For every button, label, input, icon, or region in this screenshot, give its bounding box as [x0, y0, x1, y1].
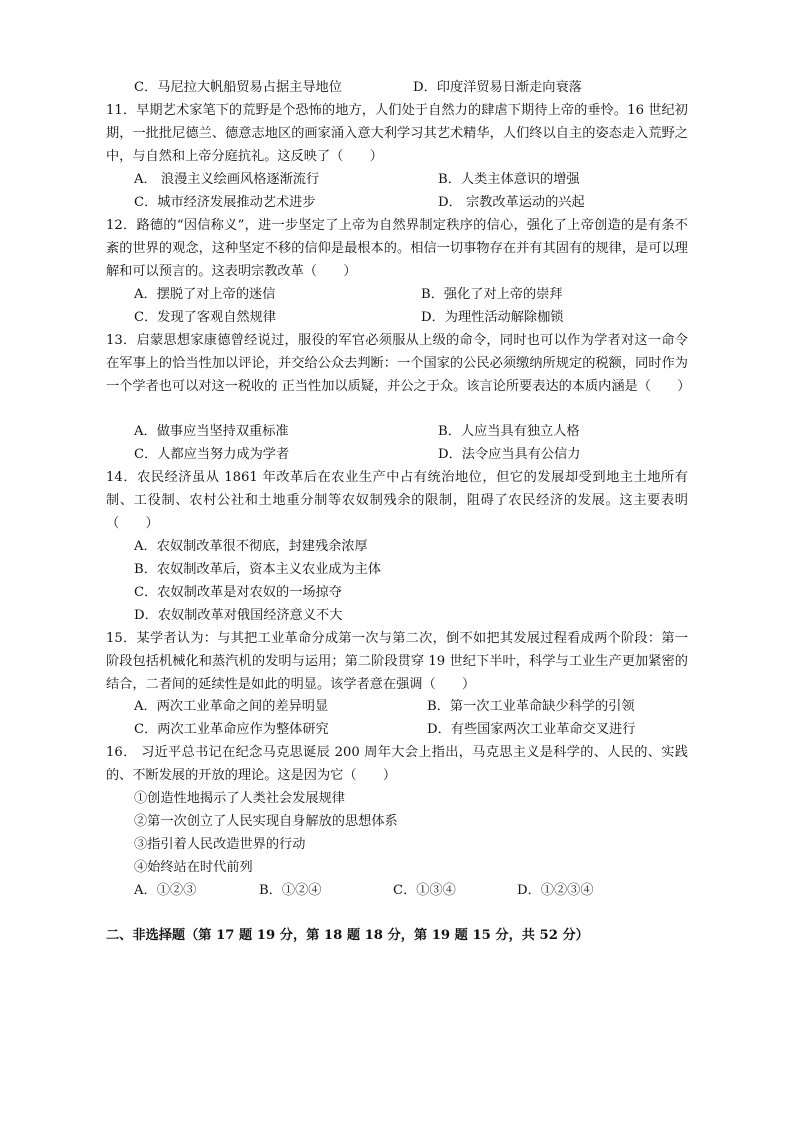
q11-option-c: C．城市经济发展推动艺术进步: [134, 195, 316, 210]
q14-option-b: B．农奴制改革后，资本主义农业成为主体: [134, 562, 382, 577]
q16-statement-2: ②第一次创立了人民实现自身解放的思想体系: [134, 814, 398, 829]
q12-option-d: D．为理性活动解除枷锁: [421, 310, 564, 325]
q15-option-c: C．两次工业革命应作为整体研究: [134, 722, 329, 737]
q11-option-a: A． 浪漫主义绘画风格逐渐流行: [134, 172, 320, 187]
q16-statement-3: ③指引着人民改造世界的行动: [134, 837, 306, 852]
q16-option-c: C．①③④: [393, 883, 456, 898]
q11-option-d: D． 宗教改革运动的兴起: [438, 195, 585, 210]
q12-stem: 12．路德的“因信称义”，进一步坚定了上帝为自然界制定秩序的信心，强化了上帝创造的是有条不紊的世界的观念，这种坚定不移的信仰是最根本的。相信一切事物存在并有其固有的规律，是可以理解和可以预言的。这表明宗教改革（ ）: [106, 218, 688, 279]
q16-option-a: A．①②③: [134, 883, 197, 898]
q11-stem: 11．早期艺术家笔下的荒野是个恐怖的地方，人们处于自然力的肆虐下期待上帝的垂怜。16 世纪初期，一批批尼德兰、德意志地区的画家涌入意大利学习其艺术精华，人们终以自主的姿态走入荒野之中，与自然和上帝分庭抗礼。这反映了（ ）: [106, 103, 688, 164]
q13-stem: 13．启蒙思想家康德曾经说过，服役的军官必须服从上级的命令，同时也可以作为学者对这一命令在军事上的恰当性加以评论，并交给公众去判断：一个国家的公民必须缴纳所规定的税额，同时作为一个学者也可以对这一税收的 正当性加以质疑，并公之于众。该言论所要表达的本质内涵是（ ）: [106, 333, 691, 394]
q16-statement-4: ④始终站在时代前列: [134, 860, 253, 875]
q13-option-c: C．人都应当努力成为学者: [134, 447, 290, 462]
q14-option-a: A．农奴制改革很不彻底，封建残余浓厚: [134, 539, 368, 554]
q12-option-c: C．发现了客观自然规律: [134, 310, 276, 325]
q15-stem: 15．某学者认为：与其把工业革命分成第一次与第二次，倒不如把其发展过程看成两个阶段：第一阶段包括机械化和蒸汽机的发明与运用；第二阶段贯穿 19 世纪下半叶，科学与工业生产更加紧密的结合，二者间的延续性是如此的明显。该学者意在强调（ ）: [106, 631, 688, 692]
q15-option-d: D．有些国家两次工业革命交叉进行: [427, 722, 636, 737]
q10-option-c: C．马尼拉大帆船贸易占据主导地位: [134, 80, 342, 95]
q13-option-d: D．法令应当具有公信力: [438, 447, 581, 462]
q12-option-a: A．摆脱了对上帝的迷信: [134, 287, 276, 302]
section-2-heading: 二、非选择题（第 17 题 19 分，第 18 题 18 分，第 19 题 15 分，共 52 分）: [106, 928, 589, 943]
q16-option-b: B．①②④: [259, 883, 322, 898]
q10-option-d: D．印度洋贸易日渐走向衰落: [413, 80, 582, 95]
q16-stem: 16． 习近平总书记在纪念马克思诞辰 200 周年大会上指出，马克思主义是科学的、人民的、实践的、不断发展的开放的理论。这是因为它（ ）: [106, 745, 688, 783]
q14-stem: 14．农民经济虽从 1861 年改革后在农业生产中占有统治地位，但它的发展却受到地主土地所有制、工役制、农村公社和土地重分制等农奴制残余的限制，阻碍了农民经济的发展。这主要表明（ ）: [106, 470, 688, 531]
q15-option-b: B．第一次工业革命缺少科学的引领: [427, 699, 635, 714]
q14-option-c: C．农奴制改革是对农奴的一场掠夺: [134, 585, 342, 600]
q14-option-d: D．农奴制改革对俄国经济意义不大: [134, 608, 343, 623]
q15-option-a: A．两次工业革命之间的差异明显: [134, 699, 329, 714]
q16-statement-1: ①创造性地揭示了人类社会发展规律: [134, 791, 345, 806]
q16-option-d: D．①②③④: [517, 883, 594, 898]
q11-option-b: B．人类主体意识的增强: [438, 172, 580, 187]
q13-option-b: B．人应当具有独立人格: [438, 424, 580, 439]
q13-option-a: A．做事应当坚持双重标准: [134, 424, 289, 439]
q12-option-b: B．强化了对上帝的崇拜: [421, 287, 563, 302]
